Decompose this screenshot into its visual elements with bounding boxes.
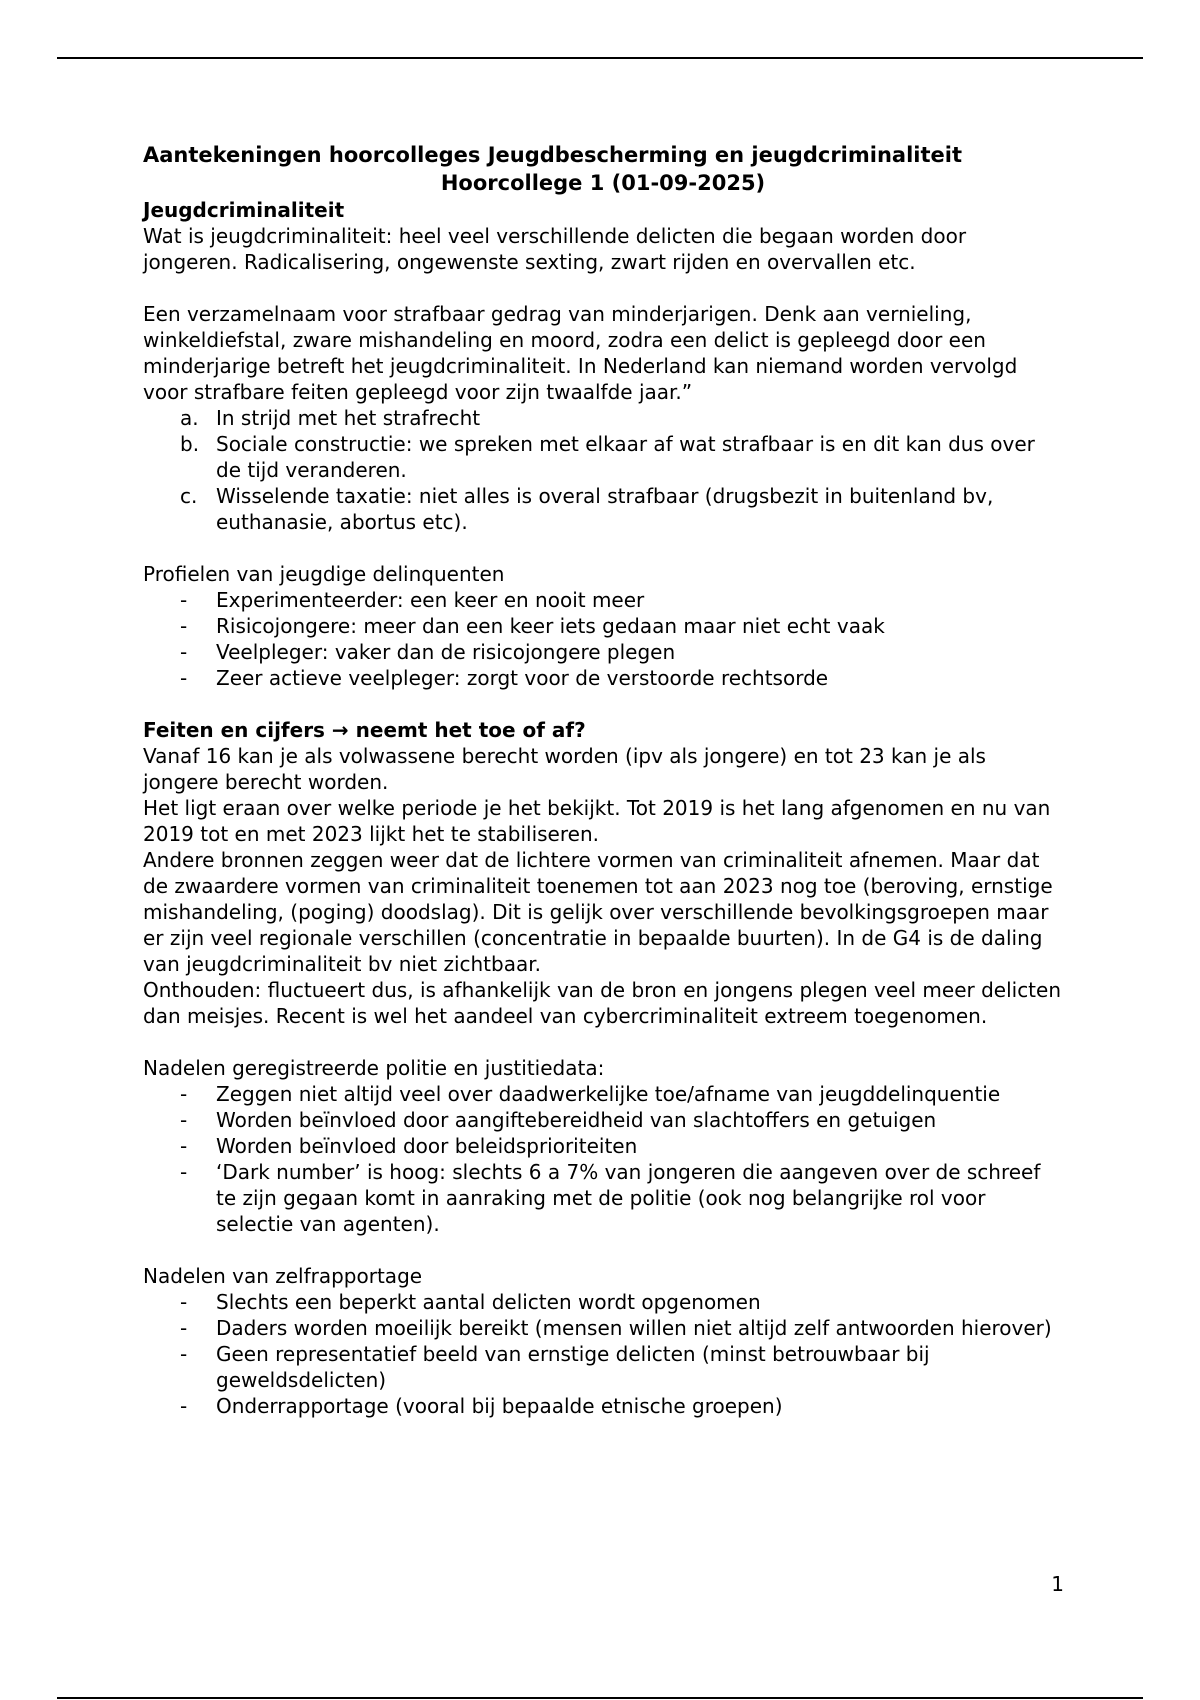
profiles-heading: Profielen van jeugdige delinquenten bbox=[143, 562, 505, 586]
bullet-marker: - bbox=[180, 1082, 188, 1106]
bullet-marker: - bbox=[180, 1394, 188, 1418]
bullet-marker: - bbox=[180, 1160, 188, 1184]
paragraph-definition: Wat is jeugdcriminaliteit: heel veel verschillende delicten die begaan worden door jongeren. Radicalisering, ongewenste sexting, zwart rijden en overvallen etc. bbox=[143, 224, 967, 274]
list-marker: b. bbox=[180, 432, 200, 456]
bullet-marker: - bbox=[180, 1342, 188, 1366]
header-rule bbox=[57, 57, 1143, 59]
section-heading-jeugdcriminaliteit: Jeugdcriminaliteit bbox=[143, 198, 345, 222]
list-item: - Veelpleger: vaker dan de risicojongere plegen bbox=[180, 640, 676, 664]
self-report-list bbox=[143, 1289, 1063, 1419]
criteria-list bbox=[143, 405, 1063, 535]
facts-heading: Feiten en cijfers → neemt het toe of af? bbox=[143, 718, 586, 742]
paragraph-facts-age: Vanaf 16 kan je als volwassene berecht worden (ipv als jongere) en tot 23 kan je als jongere berecht worden. bbox=[143, 744, 986, 794]
bullet-marker: - bbox=[180, 640, 188, 664]
list-item: c. Wisselende taxatie: niet alles is overal strafbaar (drugsbezit in buitenland bv, euthanasie, abortus etc). bbox=[180, 484, 994, 534]
list-item: a. In strijd met het strafrecht bbox=[180, 406, 481, 430]
list-marker: a. bbox=[180, 406, 199, 430]
list-item: - Daders worden moeilijk bereikt (mensen willen niet altijd zelf antwoorden hierover) bbox=[180, 1316, 1052, 1340]
bullet-marker: - bbox=[180, 614, 188, 638]
list-item: - Risicojongere: meer dan een keer iets gedaan maar niet echt vaak bbox=[180, 614, 885, 638]
list-item: b. Sociale constructie: we spreken met elkaar af wat strafbaar is en dit kan dus over de tijd veranderen. bbox=[180, 432, 1035, 482]
list-item: - Slechts een beperkt aantal delicten wordt opgenomen bbox=[180, 1290, 761, 1314]
bullet-marker: - bbox=[180, 588, 188, 612]
bullet-marker: - bbox=[180, 666, 188, 690]
lecture-subtitle: Hoorcollege 1 (01-09-2025) bbox=[440, 171, 766, 195]
paragraph-facts-period: Het ligt eraan over welke periode je het bekijkt. Tot 2019 is het lang afgenomen en nu van 2019 tot en met 2023 lijkt het te stabiliseren. bbox=[143, 796, 1051, 846]
bullet-marker: - bbox=[180, 1290, 188, 1314]
bullet-marker: - bbox=[180, 1108, 188, 1132]
police-data-list bbox=[143, 1081, 1063, 1237]
list-item: - Worden beïnvloed door aangiftebereidheid van slachtoffers en getuigen bbox=[180, 1108, 937, 1132]
list-marker: c. bbox=[180, 484, 198, 508]
bullet-marker: - bbox=[180, 1316, 188, 1340]
self-report-heading: Nadelen van zelfrapportage bbox=[143, 1264, 423, 1288]
list-item: - Onderrapportage (vooral bij bepaalde etnische groepen) bbox=[180, 1394, 783, 1418]
paragraph-facts-sources: Andere bronnen zeggen weer dat de lichtere vormen van criminaliteit afnemen. Maar dat de zwaardere vormen van criminaliteit toenemen tot aan 2023 nog toe (beroving, ernstige mishandeling, (poging) doodslag). Dit is gelijk over verschillende bevolkingsgroepen maar er zijn veel regionale verschillen (concentratie in bepaalde buurten). In de G4 is de daling van jeugdcriminaliteit bv niet zichtbaar. bbox=[143, 848, 1053, 976]
paragraph-facts-remember: Onthouden: fluctueert dus, is afhankelijk van de bron en jongens plegen veel meer delicten dan meisjes. Recent is wel het aandeel van cybercriminaliteit extreem toegenomen. bbox=[143, 978, 1062, 1028]
police-data-heading: Nadelen geregistreerde politie en justitiedata: bbox=[143, 1056, 605, 1080]
list-item: - Worden beïnvloed door beleidsprioriteiten bbox=[180, 1134, 638, 1158]
list-item: - ‘Dark number’ is hoog: slechts 6 a 7% van jongeren die aangeven over de schreef te zijn gegaan komt in aanraking met de politie (ook nog belangrijke rol voor selectie van agenten). bbox=[180, 1160, 1041, 1236]
page-number: 1 bbox=[1051, 1572, 1064, 1596]
bullet-marker: - bbox=[180, 1134, 188, 1158]
footer-rule bbox=[57, 1697, 1143, 1699]
document-page bbox=[143, 142, 1063, 1419]
list-item: - Zeggen niet altijd veel over daadwerkelijke toe/afname van jeugddelinquentie bbox=[180, 1082, 1001, 1106]
profiles-list bbox=[143, 587, 1063, 691]
list-item: - Experimenteerder: een keer en nooit meer bbox=[180, 588, 645, 612]
document-title: Aantekeningen hoorcolleges Jeugdbescherming en jeugdcriminaliteit bbox=[143, 143, 962, 167]
list-item: - Geen representatief beeld van ernstige delicten (minst betrouwbaar bij geweldsdelicten) bbox=[180, 1342, 930, 1392]
list-item: - Zeer actieve veelpleger: zorgt voor de verstoorde rechtsorde bbox=[180, 666, 829, 690]
paragraph-verzamelnaam: Een verzamelnaam voor strafbaar gedrag van minderjarigen. Denk aan vernieling, winkeldiefstal, zware mishandeling en moord, zodra een delict is gepleegd door een minderjarige betreft het jeugdcriminaliteit. In Nederland kan niemand worden vervolgd voor strafbare feiten gepleegd voor zijn twaalfde jaar.” bbox=[143, 302, 1018, 404]
